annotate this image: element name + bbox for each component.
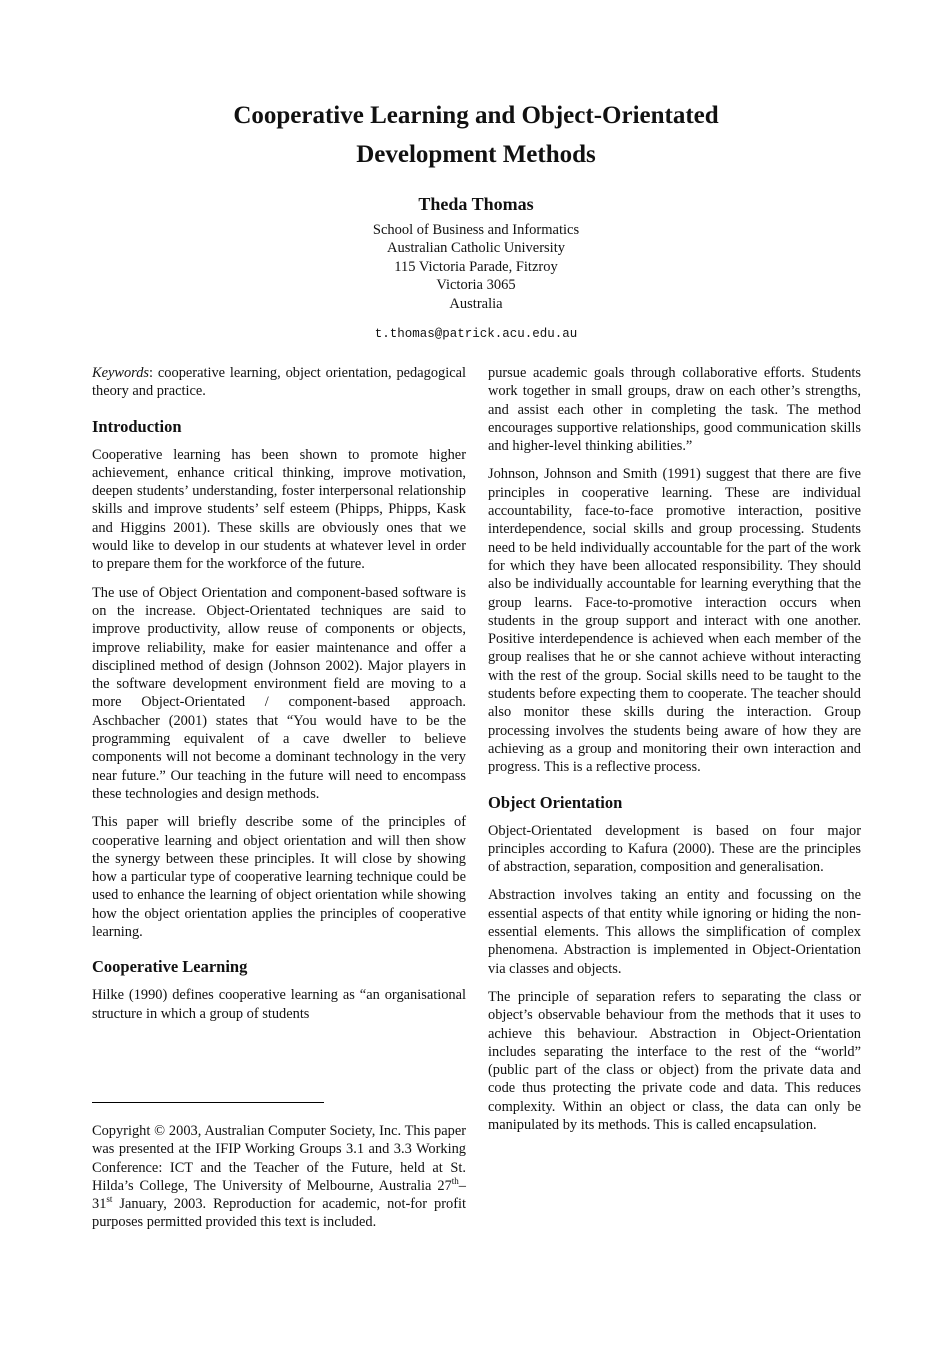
paragraph: pursue academic goals through collaborative efforts. Students work together in small groups, draw on each other’s strengths, and assist each other in completing the task. The method encourages supportive relationships, good communication skills and higher-level thinking abilities.” [488,365,861,455]
author-email: t.thomas@patrick.acu.edu.au [374,327,578,342]
paragraph: Abstraction involves taking an entity and focussing on the essential aspects of that entity while ignoring or hiding the non-essential elements. This allows the simplification of complex phenomena. Abstraction is implemented in Object-Orientation via classes and objects. [488,887,861,977]
section-heading-object-orientation: Object Orientation [488,792,623,812]
section-heading-cooperative-learning: Cooperative Learning [92,957,248,977]
affiliation-line: Australian Catholic University [387,240,565,257]
keywords-text: : cooperative learning, object orientation, pedagogical theory and practice. [92,365,466,400]
footnote-divider [92,1102,324,1103]
title-block [0,96,952,341]
paragraph: The use of Object Orientation and component-based software is on the increase. Object-Orientated techniques are said to improve productivity, allow reuse of components or objects, improve reliability, make for easier maintenance and offer a disciplined method of design (Johnson 2002). Major players in the software development environment field are moving to a more Object-Orientated / component-based approach. Aschbacher (2001) states that “You would have to be the programming equivalent of a cave dweller to believe components will not become a dominant technology in the very near future.” Our teaching in the future will need to encompass these technologies and design methods. [92,584,466,802]
paragraph: The principle of separation refers to separating the class or object’s observable behaviour from the methods that it uses to achieve this behaviour. Abstraction in Object-Orientation includes separating the interface to the rest of the “world” (public part of the class or object) from the private data and code thus protecting the private code and data. This reduces complexity. Within an object or class, the data can only be manipulated by its methods. This is called encapsulation. [488,988,861,1133]
paragraph: Object-Orientated development is based on four major principles according to Kafura (2000). These are the principles of abstraction, separation, composition and generalisation. [488,822,861,876]
footnote-text: –31 [92,1177,466,1213]
left-column [92,364,466,1033]
paragraph: Hilke (1990) defines cooperative learning as “an organisational structure in which a group of students [92,987,466,1022]
paper-title [0,96,952,174]
keywords-label: Keywords [92,365,150,381]
footnote-superscript: th [451,1176,459,1187]
footnote-text: Copyright © 2003, Australian Computer Society, Inc. This paper was presented at the IFIP Working Groups 3.1 and 3.3 Working Conference: ICT and the Teacher of the Future, held at St. Hilda’s College, The University of Melbourne, Australia 27 [92,1123,466,1194]
author-name: Theda Thomas [418,194,534,214]
paragraph: This paper will briefly describe some of the principles of cooperative learning and object orientation and will then show the synergy between these principles. It will close by showing how a particular type of cooperative learning technique could be used to enhance the learning of object orientation while showing how the object orientation applies the principles of cooperative learning. [92,814,466,941]
copyright-footnote [92,1122,466,1232]
affiliation-line: School of Business and Informatics [372,222,580,238]
right-column [488,364,861,1144]
paragraph: Johnson, Johnson and Smith (1991) suggest that there are five principles in cooperative learning. These are individual accountability, face-to-face promotive interaction, positive interdependence, social skills and group processing. Students need to be held individually accountable for the part of the work for which they have been allocated responsibility. They should also be individually accountable for learning everything that the group learns. Face-to-promotive interaction occurs when students in the group support and interact with one another. Positive interdependence is achieved when each member of the group realises that he or she cannot achieve without interacting with the rest of the group. Social skills need to be taught to the students before expecting them to cooperate. The teacher should also monitor these skills during the interaction. Group processing involves the students being aware of how they are achieving as a group and monitoring their own interaction and progress. This is a reflective process. [488,466,861,776]
paragraph: Cooperative learning has been shown to promote higher achievement, enhance critical thinking, improve motivation, deepen students’ understanding, foster interpersonal relationship skills and improve students’ self esteem (Phipps, Phipps, Kask and Higgins 2001). These skills are obviously ones that we would like to develop in our students at whatever level in order to prepare them for the workforce of the future. [92,446,466,573]
keywords [92,364,466,401]
affiliation-line: 115 Victoria Parade, Fitzroy [394,258,558,275]
title-line-2: Development Methods [356,141,596,168]
title-line-1: Cooperative Learning and Object-Orientated [233,102,719,129]
section-heading-introduction: Introduction [92,416,182,436]
footnote-text: January, 2003. Reproduction for academic, not-for profit purposes permitted provided this text is included. [92,1196,466,1231]
footnote-superscript: st [106,1194,113,1205]
affiliation [0,221,952,313]
affiliation-line: Australia [449,295,503,312]
affiliation-line: Victoria 3065 [436,277,516,294]
